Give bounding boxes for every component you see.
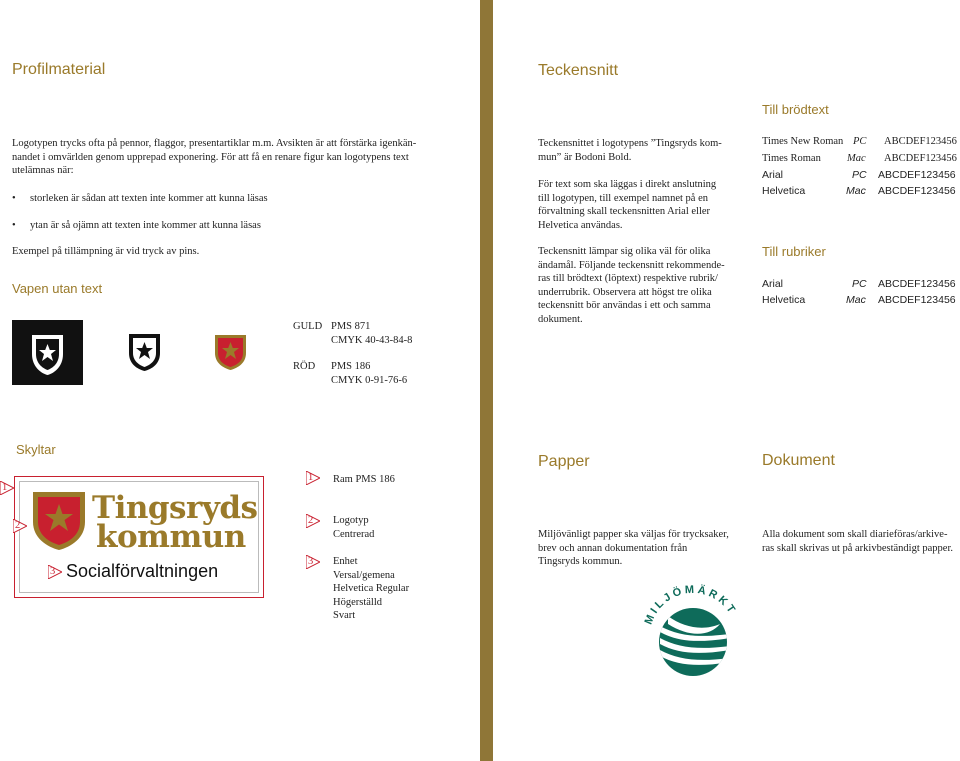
bullet-text: ytan är så ojämn att texten inte kommer att kunna läsas — [30, 220, 261, 231]
shield-black-bg — [12, 320, 83, 385]
section-title-dokument: Dokument — [762, 452, 835, 469]
section-title-vapen: Vapen utan text — [12, 281, 103, 296]
legend-marker-1: 1 — [306, 471, 320, 485]
shield-icon — [127, 332, 162, 372]
color-pms-rod: PMS 186 — [331, 361, 371, 372]
font-row: Times Roman Mac ABCDEF123456 — [762, 153, 957, 164]
legend-text-3: Enhet Versal/gemena Helvetica Regular Högerställd Svart — [333, 556, 410, 621]
sign-logo-text-line1: Tingsryds — [92, 490, 258, 526]
sign-logo-text-line2: kommun — [96, 519, 246, 555]
sign-logo-shield — [31, 490, 87, 557]
font-row: Arial PC ABCDEF123456 — [762, 169, 956, 181]
marker-1: 1 — [0, 481, 14, 495]
bullet-item: • — [12, 220, 16, 231]
shield-icon — [31, 490, 87, 552]
font-row: Arial PC ABCDEF123456 — [762, 278, 956, 290]
section-title-rubriker: Till rubriker — [762, 244, 826, 259]
papper-text: Miljövänligt papper ska väljas för trycksaker, brev och annan dokumentation från Tingsryds kommun. — [538, 529, 729, 567]
color-pms-guld: PMS 871 — [331, 321, 371, 332]
legend-text-1: Ram PMS 186 — [333, 474, 395, 485]
page-title-profilmaterial: Profilmaterial — [12, 61, 106, 78]
shield-icon — [12, 320, 83, 385]
intro-text: Logotypen trycks ofta på pennor, flaggor, presentartiklar m.m. Avsikten är att förstärka igenkän- nandet i omvärlden genom upprepad exponering. För att få en renare figur kan logotypens text utelämnas när: — [12, 138, 417, 176]
paragraph-arial: För text som ska läggas i direkt anslutning till logotypen, till exempel namnet på en förvaltning skall teckensnitten Arial eller Helvetica användas. — [538, 179, 717, 231]
legend-marker-3: 3 — [306, 555, 320, 569]
shield-icon — [213, 333, 248, 371]
page-title-teckensnitt: Teckensnitt — [538, 62, 619, 79]
color-label-rod: RÖD — [293, 361, 316, 372]
font-row: Helvetica Mac ABCDEF123456 — [762, 294, 956, 306]
bullet-item: • — [12, 193, 16, 204]
miljomarkt-logo — [638, 576, 748, 691]
legend-text-2: Logotyp Centrerad — [333, 515, 375, 540]
example-text: Exempel på tillämpning är vid tryck av pins. — [12, 246, 200, 257]
shield-outline — [127, 332, 162, 377]
sign-department-text: Socialförvaltningen — [66, 561, 219, 581]
font-row: Times New Roman PC ABCDEF123456 — [762, 136, 957, 147]
section-title-papper: Papper — [538, 453, 590, 470]
legend-marker-2: 2 — [306, 514, 320, 528]
marker-3: 3 — [48, 565, 62, 579]
center-divider — [480, 0, 493, 761]
color-cmyk-guld: CMYK 40-43-84-8 — [331, 335, 413, 346]
shield-colored — [213, 333, 248, 376]
color-cmyk-rod: CMYK 0-91-76-6 — [331, 375, 408, 386]
section-title-brodtext: Till brödtext — [762, 102, 829, 117]
marker-2: 2 — [13, 519, 27, 533]
paragraph-bodoni: Teckensnittet i logotypens ”Tingsryds kom- mun” är Bodoni Bold. — [538, 138, 722, 163]
swan-icon — [638, 576, 748, 686]
section-title-skyltar: Skyltar — [16, 442, 56, 457]
dokument-text: Alla dokument som skall diarieföras/arkive- ras skall skrivas ut på arkivbeständigt papper. — [762, 529, 953, 554]
bullet-text: storleken är sådan att texten inte kommer att kunna läsas — [30, 193, 268, 204]
color-label-guld: GULD — [293, 321, 323, 332]
font-row: Helvetica Mac ABCDEF123456 — [762, 185, 956, 197]
paragraph-recommendation: Teckensnitt lämpar sig olika väl för olika ändamål. Följande teckensnitt rekommende- ras till brödtext (löptext) respektive rubrik/ underrubrik. Observera att högst tre olika teckensnitt bör användas i ett och samma dokument. — [538, 246, 725, 325]
svg-text:MILJÖMÄRKT: MILJÖMÄRKT — [642, 583, 739, 627]
